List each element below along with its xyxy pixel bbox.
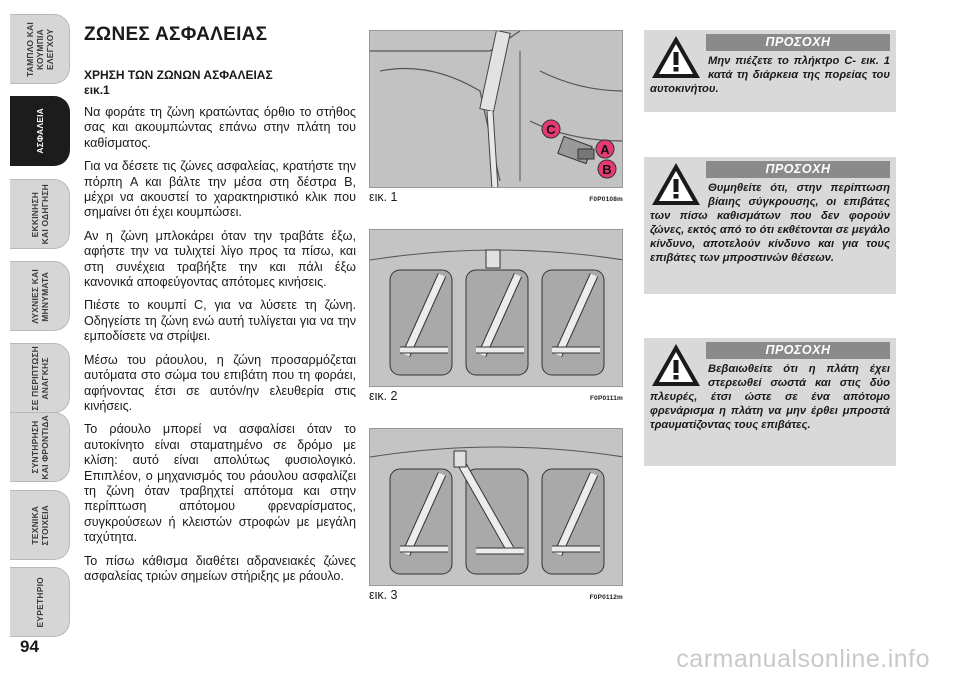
subsection-title: [84, 68, 356, 98]
tab-starting-driving[interactable]: [10, 179, 70, 249]
paragraph: Μέσω του ράουλου, η ζώνη προσαρμόζεται αυτόματα στο σώμα του επιβάτη που τη φοράει, αφήνοντας έτσι σε αυτόν/ην ελευθερία στις κινήσεις.: [84, 352, 356, 413]
figure-3-image: [369, 428, 623, 586]
figure-3-caption: [369, 588, 623, 602]
warning-text: Μην πιέζετε το πλήκτρο C- εικ. 1 κατά τη διάρκεια της πορείας του αυτοκινήτου.: [650, 55, 890, 95]
tab-label: ΕΥΡΕΤΗΡΙΟ: [34, 576, 45, 628]
figure-1: [369, 30, 623, 204]
warning-header: ΠΡΟΣΟΧΗ: [706, 34, 890, 51]
warning-text: Βεβαιωθείτε ότι η πλάτη έχει στερεωθεί σωστά και στις δύο πλευρές, έτσι ώστε σε ένα απότομο φρενάρισμα η πλάτη να μην έρθει μπροστά τραυματίζοντας τους επιβάτες.: [650, 363, 890, 431]
subsection-figure-ref: εικ.1: [84, 83, 110, 97]
tab-emergency[interactable]: [10, 343, 70, 413]
figure-code: F0P0112m: [589, 594, 623, 601]
callout-b: B: [602, 162, 612, 177]
figure-code: F0P0111m: [589, 395, 623, 402]
warning-triangle-icon: [650, 34, 702, 80]
paragraph: Για να δέσετε τις ζώνες ασφαλείας, κρατήστε την πόρπη A και βάλτε την μέσα στη δέστρα B, μέχρι να ακουστεί το χαρακτηριστικό κλικ που σημαίνει ότι έχει κουμπώσει.: [84, 159, 356, 220]
tab-label: ΤΑΜΠΛΟ ΚΑΙ ΚΟΥΜΠΙΑ ΕΛΕΓΧΟΥ: [24, 21, 55, 77]
seatbelt-buckle-illustration: [370, 31, 623, 188]
warning-text: Θυμηθείτε ότι, στην περίπτωση βίαιης σύγκρουσης, οι επιβάτες των πίσω καθισμάτων που δεν φορούν ζώνες, εκτός από το ότι εκθέτονται σε μεγάλο κίνδυνο, αποτελούν κίνδυνο και για τους επιβάτες των μπροστινών θέσεων.: [650, 182, 890, 264]
section-title: ΖΩΝΕΣ ΑΣΦΑΛΕΙΑΣ: [84, 24, 268, 45]
tab-label: ΛΥΧΝΙΕΣ ΚΑΙ ΜΗΝΥΜΑΤΑ: [29, 268, 50, 324]
figure-2: [369, 229, 623, 403]
warning-header: ΠΡΟΣΟΧΗ: [706, 342, 890, 359]
tab-maintenance[interactable]: [10, 412, 70, 482]
figure-label: εικ. 2: [369, 389, 398, 403]
figure-3: [369, 428, 623, 602]
warning-header: ΠΡΟΣΟΧΗ: [706, 161, 890, 178]
tab-label: ΣΕ ΠΕΡΙΠΤΩΣΗ ΑΝΑΓΚΗΣ: [29, 345, 50, 411]
figure-2-image: [369, 229, 623, 387]
tab-label: ΑΣΦΑΛΕΙΑ: [34, 108, 45, 154]
tab-safety[interactable]: [10, 96, 70, 166]
paragraph: Να φοράτε τη ζώνη κρατώντας όρθιο το στήθος σας και ακουμπώντας επάνω στην πλάτη του καθίσματος.: [84, 105, 356, 150]
subsection-title-line: ΧΡΗΣΗ ΤΩΝ ΖΩΝΩΝ ΑΣΦΑΛΕΙΑΣ: [84, 68, 273, 82]
figure-1-caption: [369, 190, 623, 204]
figure-2-caption: [369, 389, 623, 403]
warning-triangle-icon: [650, 161, 702, 207]
callout-a: A: [600, 142, 610, 157]
rear-seats-belts-illustration: [370, 230, 623, 387]
figure-label: εικ. 1: [369, 190, 398, 204]
paragraph: Το πίσω κάθισμα διαθέτει αδρανειακές ζώνες ασφαλείας τριών σημείων στήριξης με ράουλο.: [84, 553, 356, 583]
tab-index[interactable]: [10, 567, 70, 637]
paragraph: Πιέστε το κουμπί C, για να λύσετε τη ζώνη. Οδηγείστε τη ζώνη ενώ αυτή τυλίγεται για να την εμποδίσετε να στρίψει.: [84, 298, 356, 344]
warning-triangle-icon: [650, 342, 702, 388]
figure-1-image: [369, 30, 623, 188]
warning-box: [644, 30, 896, 112]
tab-lights-messages[interactable]: [10, 261, 70, 331]
figure-label: εικ. 3: [369, 588, 398, 602]
watermark: carmanualsonline.info: [676, 645, 930, 673]
figure-code: F0P0108m: [589, 196, 623, 203]
page-number: 94: [20, 637, 39, 656]
paragraph: Το ράουλο μπορεί να ασφαλίσει όταν το αυτοκίνητο είναι σταματημένο σε δρόμο με κλίση: αυτό είναι απολύτως φυσιολογικό. Επιπλέον, ο μηχανισμός του ράουλου ασφαλίζει τη ζώνη όταν τραβηχτεί απότομα και στην περίπτωση απότομου φρεναρίσματος, συγκρούσεων ή κλειστών στροφών με μεγάλη ταχύτητα.: [84, 422, 356, 545]
paragraph: Αν η ζώνη μπλοκάρει όταν την τραβάτε έξω, αφήστε την να τυλιχτεί λίγο προς τα πίσω, και στη συνέχεια τραβήξτε την και πάλι έξω κανονικά αποφεύγοντας απότομες κινήσεις.: [84, 228, 356, 290]
tab-label: ΕΚΚΙΝΗΣΗ ΚΑΙ ΟΔΗΓΗΣΗ: [29, 183, 50, 245]
rear-seats-center-belt-illustration: [370, 429, 623, 586]
text-column: [84, 24, 356, 592]
tab-label: ΣΥΝΤΗΡΗΣΗ ΚΑΙ ΦΡΟΝΤΙΔΑ: [29, 414, 50, 480]
warning-box: [644, 338, 896, 466]
tab-technical-data[interactable]: [10, 490, 70, 560]
callout-c: C: [546, 122, 556, 137]
tab-label: ΤΕΧΝΙΚΑ ΣΤΟΙΧΕΙΑ: [29, 504, 50, 546]
warning-box: [644, 157, 896, 294]
tab-dashboard[interactable]: [10, 14, 70, 84]
